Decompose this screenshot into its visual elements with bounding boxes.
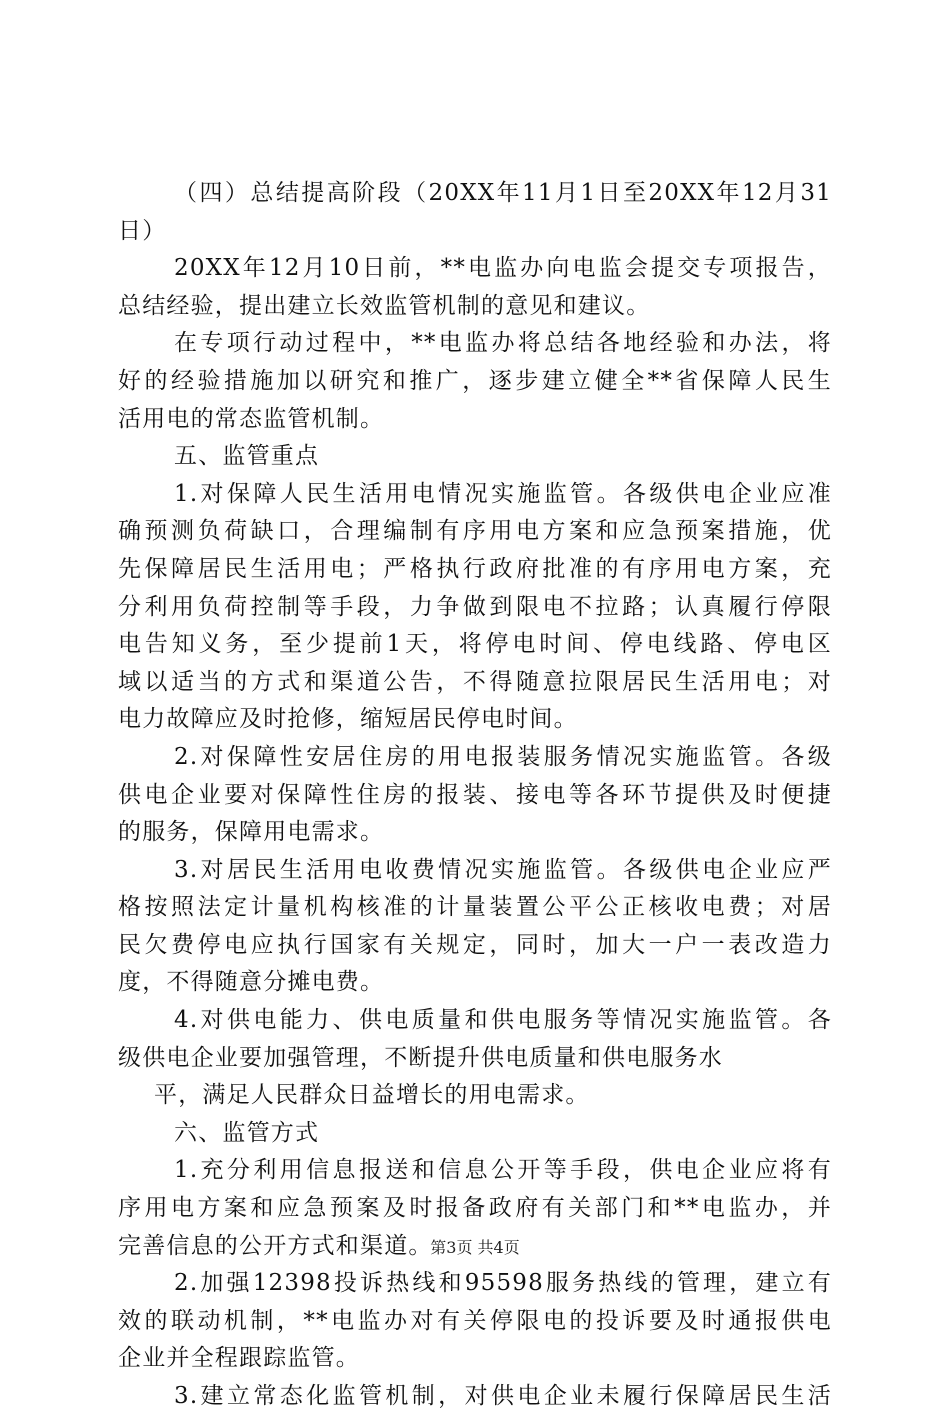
text-line: 效的联动机制，**电监办对有关停限电的投诉要及时通报供电 <box>118 1307 832 1334</box>
text-line: 分利用负荷控制等手段，力争做到限电不拉路；认真履行停限 <box>118 593 832 620</box>
text-line: 级供电企业要加强管理，不断提升供电质量和供电服务水 <box>118 1044 723 1071</box>
text-line: 好的经验措施加以研究和推广，逐步建立健全**省保障人民生 <box>118 367 832 394</box>
page-footer <box>0 1238 950 1258</box>
text-line: 1.对保障人民生活用电情况实施监管。各级供电企业应准 <box>174 480 832 507</box>
text-line: 3.建立常态化监管机制，对供电企业未履行保障居民生活 <box>174 1383 832 1409</box>
section-heading-supervision-method: 六、监管方式 <box>174 1119 320 1146</box>
text-line: 2.对保障性安居住房的用电报装服务情况实施监管。各级 <box>174 743 832 770</box>
text-line: 格按照法定计量机构核准的计量装置公平公正核收电费；对居 <box>118 894 832 921</box>
text-line: 平，满足人民群众日益增长的用电需求。 <box>154 1082 590 1109</box>
text-line: 确预测负荷缺口，合理编制有序用电方案和应急预案措施，优 <box>118 518 832 545</box>
text-line: 的服务，保障用电需求。 <box>118 819 385 846</box>
text-line: 总结经验，提出建立长效监管机制的意见和建议。 <box>118 292 651 319</box>
text-line: 民欠费停电应执行国家有关规定，同时，加大一户一表改造力 <box>118 931 832 958</box>
text-line: 电力故障应及时抢修，缩短居民停电时间。 <box>118 706 578 733</box>
text-line: 3.对居民生活用电收费情况实施监管。各级供电企业应严 <box>174 856 832 883</box>
text-line: 供电企业要对保障性住房的报装、接电等各环节提供及时便捷 <box>118 781 832 808</box>
text-line: 序用电方案和应急预案及时报备政府有关部门和**电监办，并 <box>118 1195 832 1222</box>
section-heading-supervision-focus: 五、监管重点 <box>174 443 320 470</box>
text-line: 电告知义务，至少提前1天，将停电时间、停电线路、停电区 <box>118 631 832 658</box>
section-heading-phase-four: （四）总结提高阶段（20XX年11月1日至20XX年12月31 <box>174 180 832 206</box>
text-line: 2.加强12398投诉热线和95598服务热线的管理，建立有 <box>174 1270 832 1297</box>
text-line: 日） <box>118 217 167 244</box>
text-line: 活用电的常态监管机制。 <box>118 405 385 432</box>
text-line: 度，不得随意分摊电费。 <box>118 969 385 996</box>
text-line: 先保障居民生活用电；严格执行政府批准的有序用电方案，充 <box>118 555 832 582</box>
text-line: 20XX年12月10日前，**电监办向电监会提交专项报告， <box>174 255 832 282</box>
text-line: 域以适当的方式和渠道公告，不得随意拉限居民生活用电；对 <box>118 668 832 695</box>
document-body <box>118 175 832 1416</box>
text-line: 在专项行动过程中，**电监办将总结各地经验和办法，将 <box>174 330 832 357</box>
text-line: 1.充分利用信息报送和信息公开等手段，供电企业应将有 <box>174 1157 832 1184</box>
text-line: 企业并全程跟踪监管。 <box>118 1345 360 1372</box>
page-number: 第3页 共4页 <box>430 1238 520 1257</box>
text-line: 4.对供电能力、供电质量和供电服务等情况实施监管。各 <box>174 1007 832 1034</box>
text-line: 完善信息的公开方式和渠道。 <box>118 1232 433 1259</box>
